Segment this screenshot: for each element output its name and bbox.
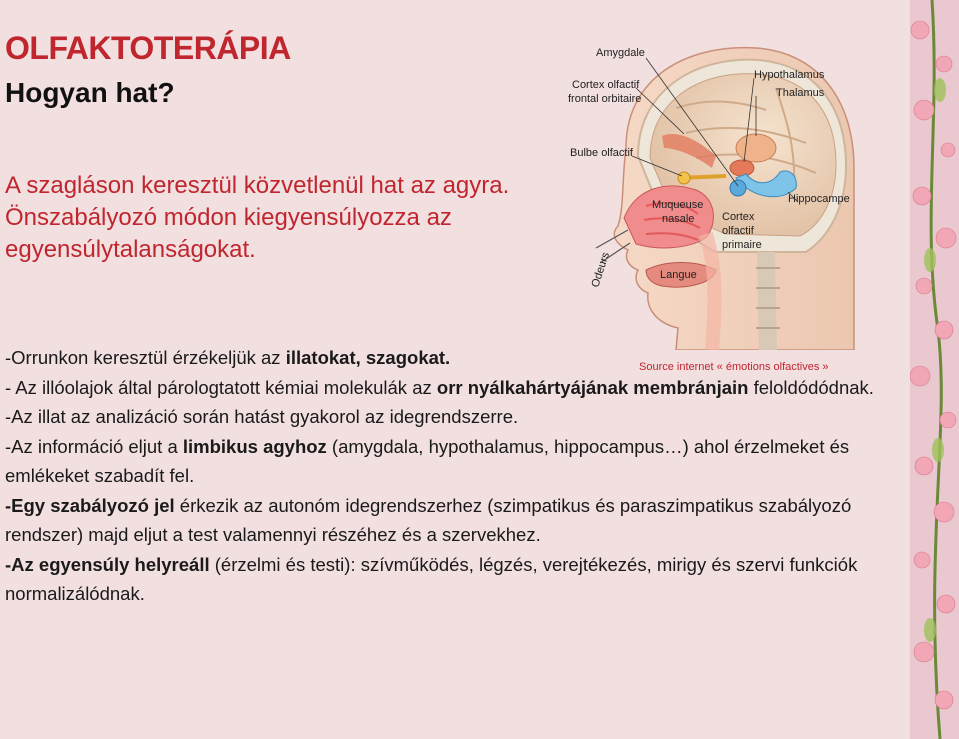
label-amygdale: Amygdale (596, 47, 645, 59)
intro-line: Önszabályozó módon kiegyensúlyozza az (5, 204, 452, 231)
label-cortex-orbitaire: Cortex olfactif (572, 79, 640, 91)
paragraph: -Orrunkon keresztül érzékeljük az illatokat, szagokat. (5, 347, 451, 368)
label-muqueuse: Muqueuse (652, 199, 704, 211)
paragraph: -Az egyensúly helyreáll (érzelmi és testi): szívműködés, légzés, verejtékezés, mirigy és szervi funkciók normalizálódnak. (5, 553, 858, 604)
label-odeurs: Odeurs (589, 250, 613, 289)
slide-subtitle: Hogyan hat? (5, 77, 175, 108)
label-hippocampe: Hippocampe (788, 193, 850, 205)
amygdale (730, 180, 746, 196)
image-caption: Source internet « émotions olfactives » (639, 361, 829, 373)
label-cortex-primaire: olfactif (722, 225, 754, 237)
spine (766, 252, 768, 350)
paragraph: - Az illóolajok által párologtatott kémiai molekulák az orr nyálkahártyájának membránjain feloldódódnak. (5, 376, 874, 398)
paragraph: -Egy szabályozó jel érkezik az autonóm idegrendszerhez (szimpatikus és paraszimpatikus szabályozó rendszer) majd eljut a test valamennyi részéhez és a szervekhez. (5, 494, 852, 545)
paragraph: -Az információ eljut a limbikus agyhoz (amygdala, hypothalamus, hippocampus…) ahol érzelmeket és emlékeket szabadít fel. (5, 435, 850, 486)
label-langue: Langue (660, 269, 697, 281)
intro-line: A szagláson keresztül közvetlenül hat az agyra. (5, 172, 510, 199)
label-bulbe: Bulbe olfactif (570, 147, 633, 159)
label-cortex-primaire: Cortex (722, 211, 755, 223)
label-muqueuse: nasale (662, 213, 695, 225)
label-thalamus: Thalamus (776, 87, 825, 99)
hypothalamus (730, 160, 754, 176)
head-anatomy-illustration (566, 38, 856, 350)
intro-text (5, 170, 565, 266)
thalamus (736, 134, 776, 162)
paragraph: -Az illat az analizáció során hatást gyakorol az idegrendszerre. (5, 406, 519, 427)
label-cortex-orbitaire: frontal orbitaire (568, 93, 642, 105)
blossom-border-decoration (910, 0, 959, 739)
label-hypothalamus: Hypothalamus (754, 69, 825, 81)
body-text (5, 343, 910, 609)
intro-line: egyensúlytalanságokat. (5, 236, 256, 263)
label-cortex-primaire: primaire (722, 239, 762, 251)
slide-title: OLFAKTOTERÁPIA (5, 30, 291, 66)
